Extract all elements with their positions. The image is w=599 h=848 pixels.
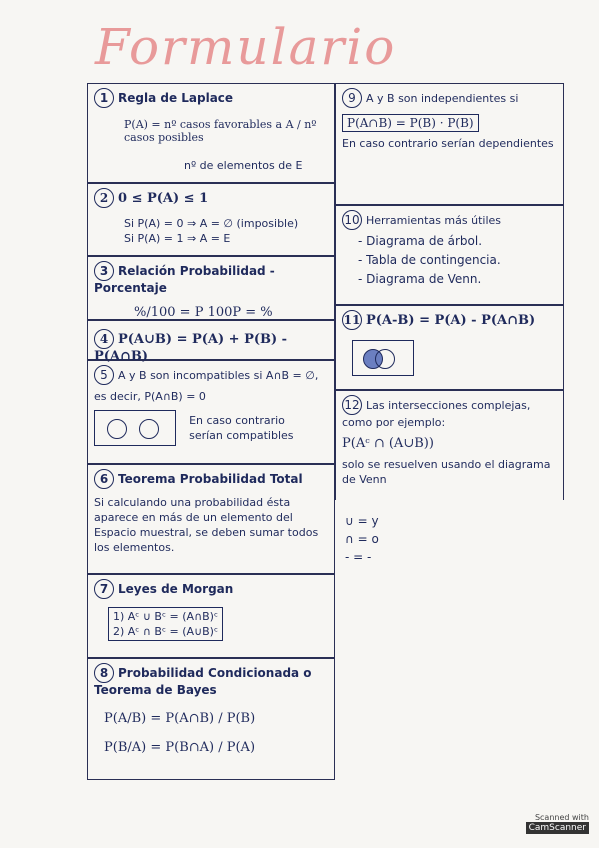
- section-heading: Relación Probabilidad - Porcentaje: [94, 264, 275, 295]
- section-6: [87, 464, 335, 574]
- symbol-legend: [345, 512, 379, 566]
- venn-overlap: [352, 340, 414, 376]
- section-3: [87, 256, 335, 320]
- section-2: [87, 183, 335, 256]
- legend-item: - = -: [345, 550, 372, 564]
- section-heading: A y B son incompatibles si A∩B = ∅,: [118, 369, 319, 382]
- section-12: [335, 390, 564, 500]
- section-number: 8: [94, 663, 114, 683]
- line-1: Si P(A) = 0 ⇒ A = ∅ (imposible): [124, 217, 299, 230]
- section-number: 7: [94, 579, 114, 599]
- section-11: [335, 305, 564, 390]
- section-heading: A y B son independientes si: [366, 92, 519, 105]
- bayes-formula-1: P(A/B) = P(A∩B) / P(B): [104, 711, 256, 726]
- section-heading: Probabilidad Condicionada o Teorema de Bayes: [94, 666, 312, 697]
- bayes-formula-2: P(B/A) = P(B∩A) / P(A): [104, 740, 256, 755]
- legend-item: ∪ = y: [345, 514, 379, 528]
- section-7: [87, 574, 335, 658]
- page-title: Formulario: [95, 18, 397, 76]
- total-probability-text: Si calculando una probabilidad ésta aparece en más de un elemento del Espacio muestral, se deben sumar todos los elementos.: [94, 496, 319, 554]
- note: En caso contrario serían dependientes: [342, 137, 554, 150]
- section-heading: Teorema Probabilidad Total: [118, 472, 303, 486]
- section-heading: Herramientas más útiles: [366, 214, 502, 227]
- section-heading: Leyes de Morgan: [118, 582, 234, 596]
- section-number: 12: [342, 395, 362, 415]
- tool-item: - Tabla de contingencia.: [358, 253, 501, 267]
- morgan-law-2: 2) Aᶜ ∩ Bᶜ = (A∪B)ᶜ: [113, 625, 219, 638]
- legend-item: ∩ = o: [345, 532, 379, 546]
- scanner-watermark: Scanned with CamScanner: [526, 813, 589, 834]
- section-number: 9: [342, 88, 362, 108]
- venn-disjoint: [94, 410, 176, 446]
- section-9: [335, 83, 564, 205]
- line-2: Si P(A) = 1 ⇒ A = E: [124, 232, 231, 245]
- section-number: 2: [94, 188, 114, 208]
- difference-formula: P(A-B) = P(A) - P(A∩B): [366, 313, 536, 328]
- line-1: es decir, P(A∩B) = 0: [94, 390, 206, 403]
- section-number: 11: [342, 310, 362, 330]
- camscanner-logo: CamScanner: [526, 822, 589, 834]
- note: En caso contrario serían compatibles: [189, 414, 294, 442]
- section-heading: 0 ≤ P(A) ≤ 1: [118, 191, 209, 206]
- section-number: 6: [94, 469, 114, 489]
- section-1: [87, 83, 335, 183]
- tool-item: - Diagrama de Venn.: [358, 272, 482, 286]
- note: nº de elementos de E: [184, 159, 303, 172]
- percent-formula: %/100 = P 100P = %: [134, 305, 273, 320]
- section-heading: Regla de Laplace: [118, 91, 234, 105]
- laplace-formula: P(A) = nº casos favorables a A / nº casos posibles: [124, 118, 317, 144]
- section-number: 10: [342, 210, 362, 230]
- section-number: 1: [94, 88, 114, 108]
- independence-formula: P(A∩B) = P(B) · P(B): [342, 114, 479, 132]
- morgan-law-1: 1) Aᶜ ∪ Bᶜ = (A∩B)ᶜ: [113, 610, 219, 623]
- complex-intersection-formula: P(Aᶜ ∩ (A∪B)): [342, 436, 434, 451]
- union-formula: P(A∪B) = P(A) + P(B) - P(A∩B): [94, 332, 288, 364]
- section-8: [87, 658, 335, 780]
- section-heading: Las intersecciones complejas, como por ejemplo:: [342, 399, 531, 429]
- section-number: 4: [94, 329, 114, 349]
- note: solo se resuelven usando el diagrama de Venn: [342, 458, 551, 486]
- section-number: 5: [94, 365, 114, 385]
- tool-item: - Diagrama de árbol.: [358, 234, 483, 248]
- section-5: [87, 360, 335, 464]
- section-4: [87, 320, 335, 364]
- section-10: [335, 205, 564, 305]
- section-number: 3: [94, 261, 114, 281]
